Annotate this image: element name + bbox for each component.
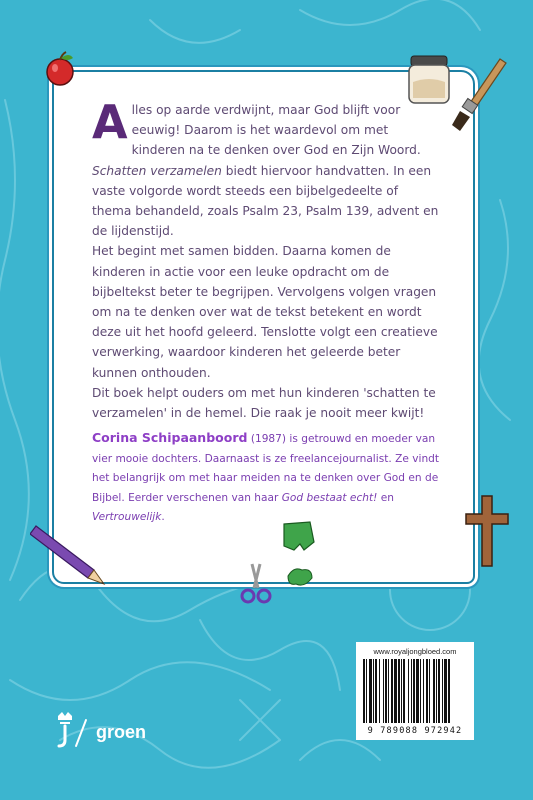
blurb-paragraph-3: Dit boek helpt ouders om met hun kinderen 'schatten te verzamelen' in de hemel. Die raak je nooit meer kwijt! — [92, 385, 436, 421]
barcode-bar — [416, 659, 419, 723]
scissors-icon — [238, 560, 274, 606]
apple-icon — [40, 48, 80, 88]
barcode-bar — [388, 659, 389, 723]
barcode-bar — [391, 659, 393, 723]
author-name: Corina Schipaanboord — [92, 430, 248, 445]
publisher-name: groen — [96, 722, 147, 742]
blurb-paragraph-1: Alles op aarde verdwijnt, maar God blijft voor eeuwig! Daarom is het waardevol om met kinderen na te denken over God en Zijn Woord. Schatten verzamelen biedt hiervoor handvatten. In een vaste volgorde wordt steeds een bijbelgedeelte of thema behandeld, zoals Psalm 23, Psalm 139, advent en de lijdenstijd. — [92, 95, 439, 239]
barcode-bar — [413, 659, 415, 723]
barcode-bar — [366, 659, 367, 723]
drop-cap: A — [92, 95, 128, 149]
barcode-bar — [429, 659, 430, 723]
barcode — [363, 659, 467, 723]
previous-book-1: God bestaat echt! — [281, 491, 378, 504]
barcode-bar — [442, 659, 443, 723]
pencil-icon — [30, 520, 110, 590]
previous-book-2: Vertrouwelijk — [92, 511, 162, 523]
barcode-bar — [426, 659, 428, 723]
paintbrush-icon — [442, 55, 512, 135]
blurb-paragraph-2: Het begint met samen bidden. Daarna komen de kinderen in actie voor een leuke opdracht om de bijbeltekst beter te begrijpen. Vervolgens volgen vragen om na te denken over wat de tekst betekent en wordt deze uit het hoofd geleerd. Tenslotte volgt een creatieve verwerking, waardoor kinderen het geleerde beter kunnen onthouden. — [92, 244, 438, 380]
barcode-label — [356, 642, 474, 740]
barcode-bar — [420, 659, 421, 723]
barcode-bar — [411, 659, 412, 723]
barcode-bar — [438, 659, 440, 723]
barcode-bar — [423, 659, 424, 723]
crown-icon — [58, 712, 72, 724]
barcode-bar — [398, 659, 400, 723]
book-title: Schatten verzamelen — [92, 163, 222, 178]
barcode-bar — [403, 659, 405, 723]
barcode-bar — [408, 659, 409, 723]
barcode-bar — [369, 659, 372, 723]
barcode-bar — [436, 659, 437, 723]
publisher-url: www.royaljongbloed.com — [373, 647, 457, 656]
barcode-bar — [401, 659, 402, 723]
barcode-bar — [379, 659, 380, 723]
cross-icon — [462, 494, 512, 568]
barcode-bar — [385, 659, 387, 723]
barcode-bar — [383, 659, 384, 723]
barcode-bar — [375, 659, 377, 723]
paper-scrap-icon — [286, 566, 314, 588]
barcode-bar — [394, 659, 397, 723]
back-cover-blurb — [92, 95, 440, 423]
barcode-bar — [433, 659, 435, 723]
isbn-number: 9 789088 972942 — [367, 726, 463, 736]
author-bio: Corina Schipaanboord (1987) is getrouwd en moeder van vier mooie dochters. Daarnaast is ze freelancejournalist. Ze vindt het belangrijk om met haar meiden na te denken over God en de Bijbel. Eerder verschenen van haar God bestaat echt! en Vertrouwelijk. — [92, 430, 440, 523]
barcode-bar — [363, 659, 365, 723]
barcode-bar — [444, 659, 447, 723]
barcode-bar — [373, 659, 374, 723]
barcode-bar — [448, 659, 450, 723]
